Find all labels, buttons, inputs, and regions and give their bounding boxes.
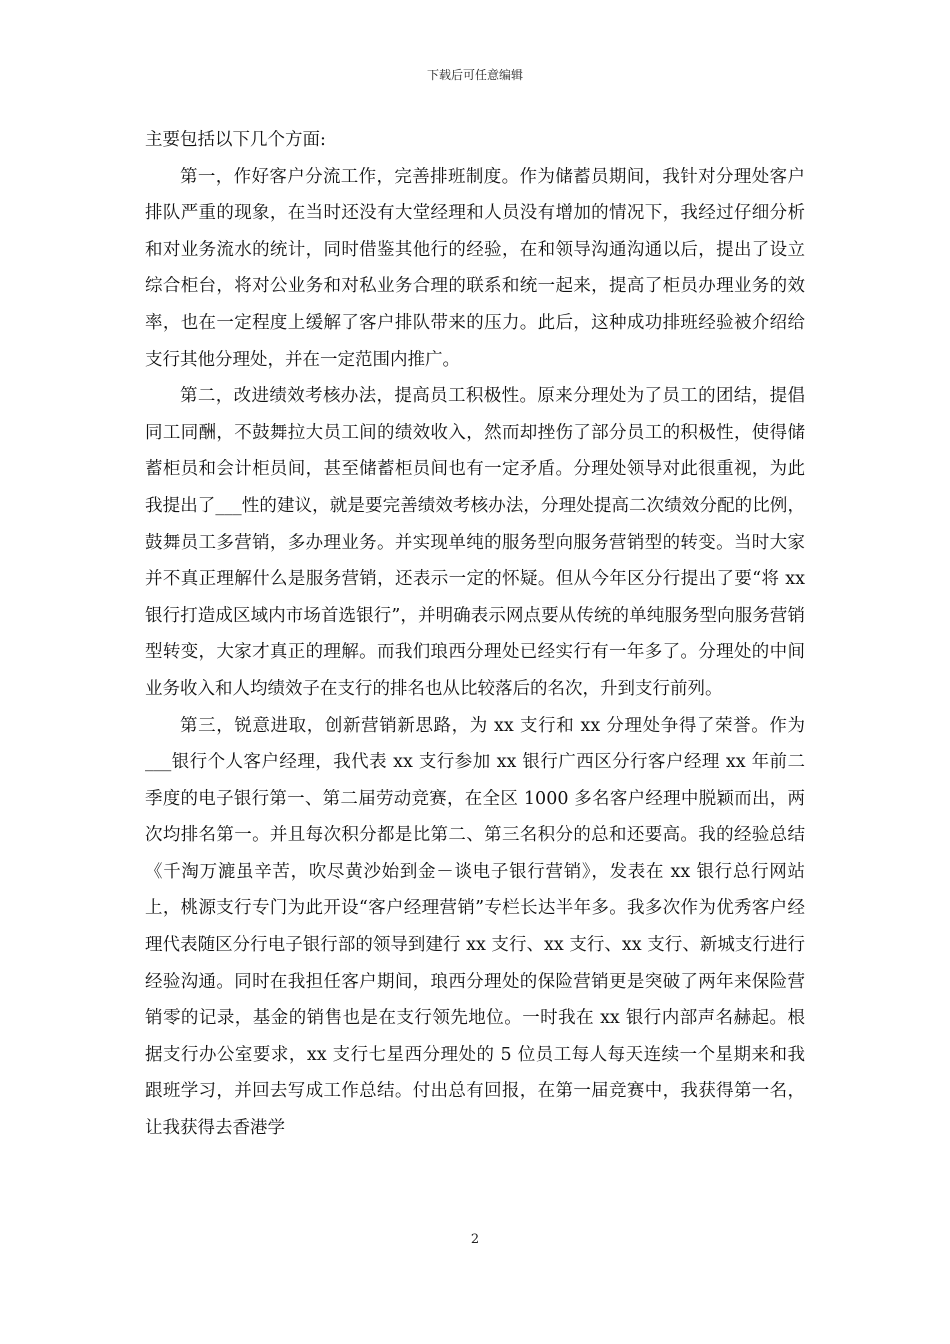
paragraph-third: 第三，锐意进取，创新营销新思路，为 xx 支行和 xx 分理处争得了荣誉。作为___银行个人客户经理，我代表 xx 支行参加 xx 银行广西区分行客户经理 xx 年前二季度的电子银行第一、第二届劳动竞赛，在全区 1000 多名客户经理中脱颖而出，两次均排名第一。并且每次积分都是比第二、第三名积分的总和还要高。我的经验总结《千淘万漉虽辛苦，吹尽黄沙始到金－谈电子银行营销》，发表在 xx 银行总行网站上，桃源支行专门为此开设“客户经理营销”专栏长达半年多。我多次作为优秀客户经理代表随区分行电子银行部的领导到建行 xx 支行、xx 支行、xx 支行、新城支行进行经验沟通。同时在我担任客户期间，琅西分理处的保险营销更是突破了两年来保险营销零的记录，基金的销售也是在支行领先地位。一时我在 xx 银行内部声名赫起。根据支行办公室要求，xx 支行七星西分理处的 5 位员工每人每天连续一个星期来和我跟班学习，并回去写成工作总结。付出总有回报，在第一届竞赛中，我获得第一名，让我获得去香港学 xyxy=(145,715,805,1139)
paragraph-intro: 主要包括以下几个方面: xyxy=(145,130,326,150)
paragraph-second: 第二，改进绩效考核办法，提高员工积极性。原来分理处为了员工的团结，提倡同工同酬，不鼓舞拉大员工间的绩效收入，然而却挫伤了部分员工的积极性，使得储蓄柜员和会计柜员间，甚至储蓄柜员间也有一定矛盾。分理处领导对此很重视，为此我提出了___性的建议，就是要完善绩效考核办法，分理处提高二次绩效分配的比例，鼓舞员工多营销，多办理业务。并实现单纯的服务型向服务营销型的转变。当时大家并不真正理解什么是服务营销，还表示一定的怀疑。但从今年区分行提出了要“将 xx 银行打造成区域内市场首选银行”，并明确表示网点要从传统的单纯服务型向服务营销型转变，大家才真正的理解。而我们琅西分理处已经实行有一年多了。分理处的中间业务收入和人均绩效子在支行的排名也从比较落后的名次，升到支行前列。 xyxy=(145,386,805,699)
document-body xyxy=(145,122,805,1147)
paragraph-first: 第一，作好客户分流工作，完善排班制度。作为储蓄员期间，我针对分理处客户排队严重的现象，在当时还没有大堂经理和人员没有增加的情况下，我经过仔细分析和对业务流水的统计，同时借鉴其他行的经验，在和领导沟通沟通以后，提出了设立综合柜台，将对公业务和对私业务合理的联系和统一起来，提高了柜员办理业务的效率，也在一定程度上缓解了客户排队带来的压力。此后，这种成功排班经验被介绍给支行其他分理处，并在一定范围内推广。 xyxy=(145,166,805,370)
page-header: 下载后可任意编辑 xyxy=(426,68,523,82)
page-number: 2 xyxy=(470,1232,480,1247)
